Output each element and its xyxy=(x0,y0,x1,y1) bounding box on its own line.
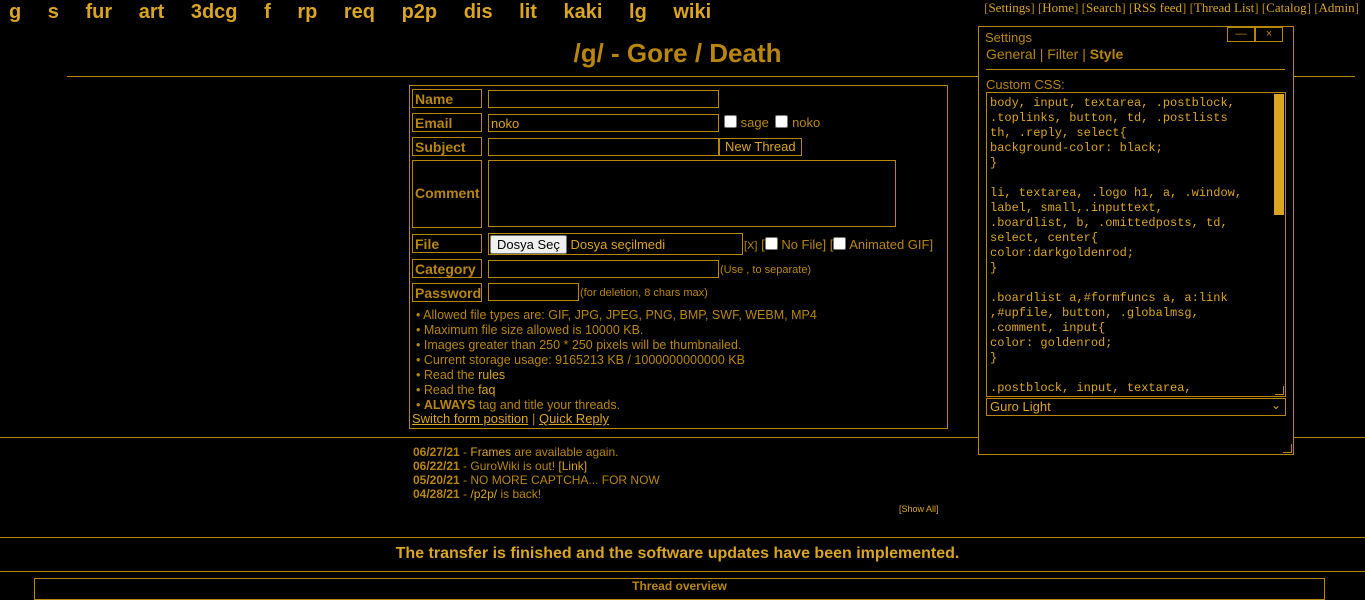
noko-label: noko xyxy=(792,115,821,130)
list-item: 04/28/21 - /p2p/ is back! xyxy=(413,487,542,501)
list-item: • Current storage usage: 9165213 KB / 1000000000000 KB xyxy=(428,353,817,368)
global-message: The transfer is finished and the software updates have been implemented. xyxy=(395,545,960,562)
password-hint: (for deletion, 8 chars max) xyxy=(580,287,708,299)
thread-overview-title: Thread overview xyxy=(632,579,727,593)
gurowiki-link[interactable]: [Link] xyxy=(558,459,588,473)
comment-label: Comment xyxy=(412,160,482,228)
window-resize-handle[interactable] xyxy=(1283,444,1292,453)
board-link-p2p[interactable]: p2p xyxy=(401,1,438,23)
animated-gif-checkbox[interactable] xyxy=(833,237,846,250)
tab-general[interactable]: General xyxy=(986,46,1036,62)
list-item: 06/27/21 - Frames are available again. xyxy=(413,445,619,459)
board-title: /g/ - Gore / Death xyxy=(573,38,782,68)
rss-feed-link[interactable]: RSS feed xyxy=(1133,0,1183,15)
board-link-lit[interactable]: lit xyxy=(519,1,537,23)
top-links: [Settings] [Home] [Search] [RSS feed] [Thread List] [Catalog] [Admin] xyxy=(984,0,1359,15)
settings-title: Settings xyxy=(985,30,1032,45)
noko-checkbox[interactable] xyxy=(775,115,788,128)
board-link-g[interactable]: g xyxy=(9,1,22,23)
name-label: Name xyxy=(412,89,482,108)
tab-style[interactable]: Style xyxy=(1089,46,1124,62)
message-divider xyxy=(0,571,1365,572)
read-the-text: Read the xyxy=(423,368,475,382)
password-label: Password xyxy=(412,283,482,302)
form-functions xyxy=(412,411,609,426)
no-file-label: No File] xyxy=(781,237,827,252)
list-item: 06/22/21 - GuroWiki is out! [Link] xyxy=(413,459,588,473)
tab-filter[interactable]: Filter xyxy=(1047,46,1079,62)
board-link-fur[interactable]: fur xyxy=(85,1,113,23)
settings-window[interactable] xyxy=(978,26,1294,455)
chevron-down-icon: ⌄ xyxy=(1270,398,1281,412)
board-link-req[interactable]: req xyxy=(343,1,376,23)
board-link-wiki[interactable]: wiki xyxy=(673,1,712,23)
close-button[interactable]: × xyxy=(1255,27,1283,42)
no-file-checkbox[interactable] xyxy=(765,237,778,250)
sage-label: sage xyxy=(740,115,769,130)
new-thread-button[interactable]: New Thread xyxy=(719,138,802,156)
email-input[interactable]: noko xyxy=(488,114,719,132)
board-link-dis[interactable]: dis xyxy=(463,1,493,23)
file-clear-link[interactable]: [X] xyxy=(744,240,758,252)
category-input[interactable] xyxy=(488,260,719,278)
list-item: • Maximum file size allowed is 10000 KB. xyxy=(428,323,817,338)
board-link-art[interactable]: art xyxy=(138,1,165,23)
comment-textarea[interactable] xyxy=(488,160,896,227)
file-status: Dosya seçilmedi xyxy=(570,237,666,252)
category-label: Category xyxy=(412,259,482,278)
subject-label: Subject xyxy=(412,137,482,156)
news-text: are available again. xyxy=(514,445,619,459)
file-choose-button[interactable]: Dosya Seç xyxy=(490,235,567,254)
list-item xyxy=(423,383,817,398)
post-form xyxy=(409,85,948,429)
custom-css-textarea[interactable] xyxy=(986,92,1286,397)
always-text: ALWAYS xyxy=(423,398,476,412)
rules-list xyxy=(413,308,817,413)
email-label: Email xyxy=(412,113,482,132)
password-input[interactable] xyxy=(488,283,579,301)
board-link-rp[interactable]: rp xyxy=(297,1,318,23)
always-rest-text: tag and title your threads. xyxy=(478,398,621,412)
board-link-f[interactable]: f xyxy=(264,1,271,23)
subject-input[interactable] xyxy=(488,138,719,156)
switch-form-position-link[interactable]: Switch form position xyxy=(412,411,529,426)
admin-link[interactable]: Admin xyxy=(1318,0,1355,15)
board-link-3dcg[interactable]: 3dcg xyxy=(190,1,238,23)
list-item: 05/20/21 - NO MORE CAPTCHA... FOR NOW xyxy=(413,473,660,487)
thread-list-link[interactable]: Thread List xyxy=(1193,0,1255,15)
home-link[interactable]: Home xyxy=(1042,0,1075,15)
name-input[interactable] xyxy=(488,90,719,108)
news-date: 06/22/21 xyxy=(413,459,460,473)
news-text: GuroWiki is out! xyxy=(470,459,556,473)
settings-link[interactable]: Settings xyxy=(988,0,1031,15)
board-link-s[interactable]: s xyxy=(47,1,59,23)
search-link[interactable]: Search xyxy=(1085,0,1122,15)
p2p-link[interactable]: /p2p/ xyxy=(470,487,498,501)
board-link-kaki[interactable]: kaki xyxy=(563,1,603,23)
css-scrollbar[interactable] xyxy=(1274,94,1284,215)
list-item: • Allowed file types are: GIF, JPG, JPEG, PNG, BMP, SWF, WEBM, MP4 xyxy=(428,308,817,323)
news-text: NO MORE CAPTCHA... FOR NOW xyxy=(470,473,660,487)
news-text: is back! xyxy=(500,487,542,501)
board-list xyxy=(9,1,732,24)
file-options: [X] [ No File] [ Animated GIF] xyxy=(744,237,934,252)
frames-link[interactable]: Frames xyxy=(470,445,512,459)
custom-css-text: body, input, textarea, .postblock, .toplinks, button, td, .postlists th, .reply, select{ background-color: black; } li, textarea, .logo h1, a, .window, label, small,.inputtext, .boardlist, b, .omittedposts, td, select, center{ color:darkgoldenrod; } .boardlist a,#formfuncs a, a:link ,#upfile, button, .globalmsg, .comment, input{ color: goldenrod; } .postblock, input, textarea, xyxy=(990,96,1243,395)
custom-css-label: Custom CSS: xyxy=(986,77,1065,92)
list-item: • Images greater than 250 * 250 pixels will be thumbnailed. xyxy=(428,338,817,353)
show-all-link[interactable]: [Show All] xyxy=(899,504,939,514)
thread-overview xyxy=(34,578,1325,600)
email-options xyxy=(724,115,820,130)
list-item xyxy=(423,368,817,383)
news-divider xyxy=(0,537,1365,538)
settings-tabs: General | Filter | Style xyxy=(986,46,1124,62)
rules-link[interactable]: rules xyxy=(478,368,506,382)
style-select-value: Guro Light xyxy=(990,399,1051,414)
news-date: 04/28/21 xyxy=(413,487,460,501)
animated-gif-label: Animated GIF] xyxy=(849,237,934,252)
css-resize-handle[interactable] xyxy=(1275,386,1284,395)
board-link-lg[interactable]: lg xyxy=(629,1,647,23)
catalog-link[interactable]: Catalog xyxy=(1266,0,1307,15)
news-date: 06/27/21 xyxy=(413,445,460,459)
news-date: 05/20/21 xyxy=(413,473,460,487)
category-hint: (Use , to separate) xyxy=(720,264,812,276)
style-select[interactable] xyxy=(986,398,1286,416)
read-the-text: Read the xyxy=(423,383,475,397)
form-functions-separator: | xyxy=(531,411,536,426)
file-label: File xyxy=(412,234,482,253)
quick-reply-link[interactable]: Quick Reply xyxy=(538,411,610,426)
file-input[interactable] xyxy=(488,233,743,255)
minimize-button[interactable]: — xyxy=(1227,27,1255,42)
faq-link[interactable]: faq xyxy=(478,383,496,397)
news-list xyxy=(413,445,660,501)
sage-checkbox[interactable] xyxy=(724,115,737,128)
settings-divider xyxy=(986,69,1285,70)
